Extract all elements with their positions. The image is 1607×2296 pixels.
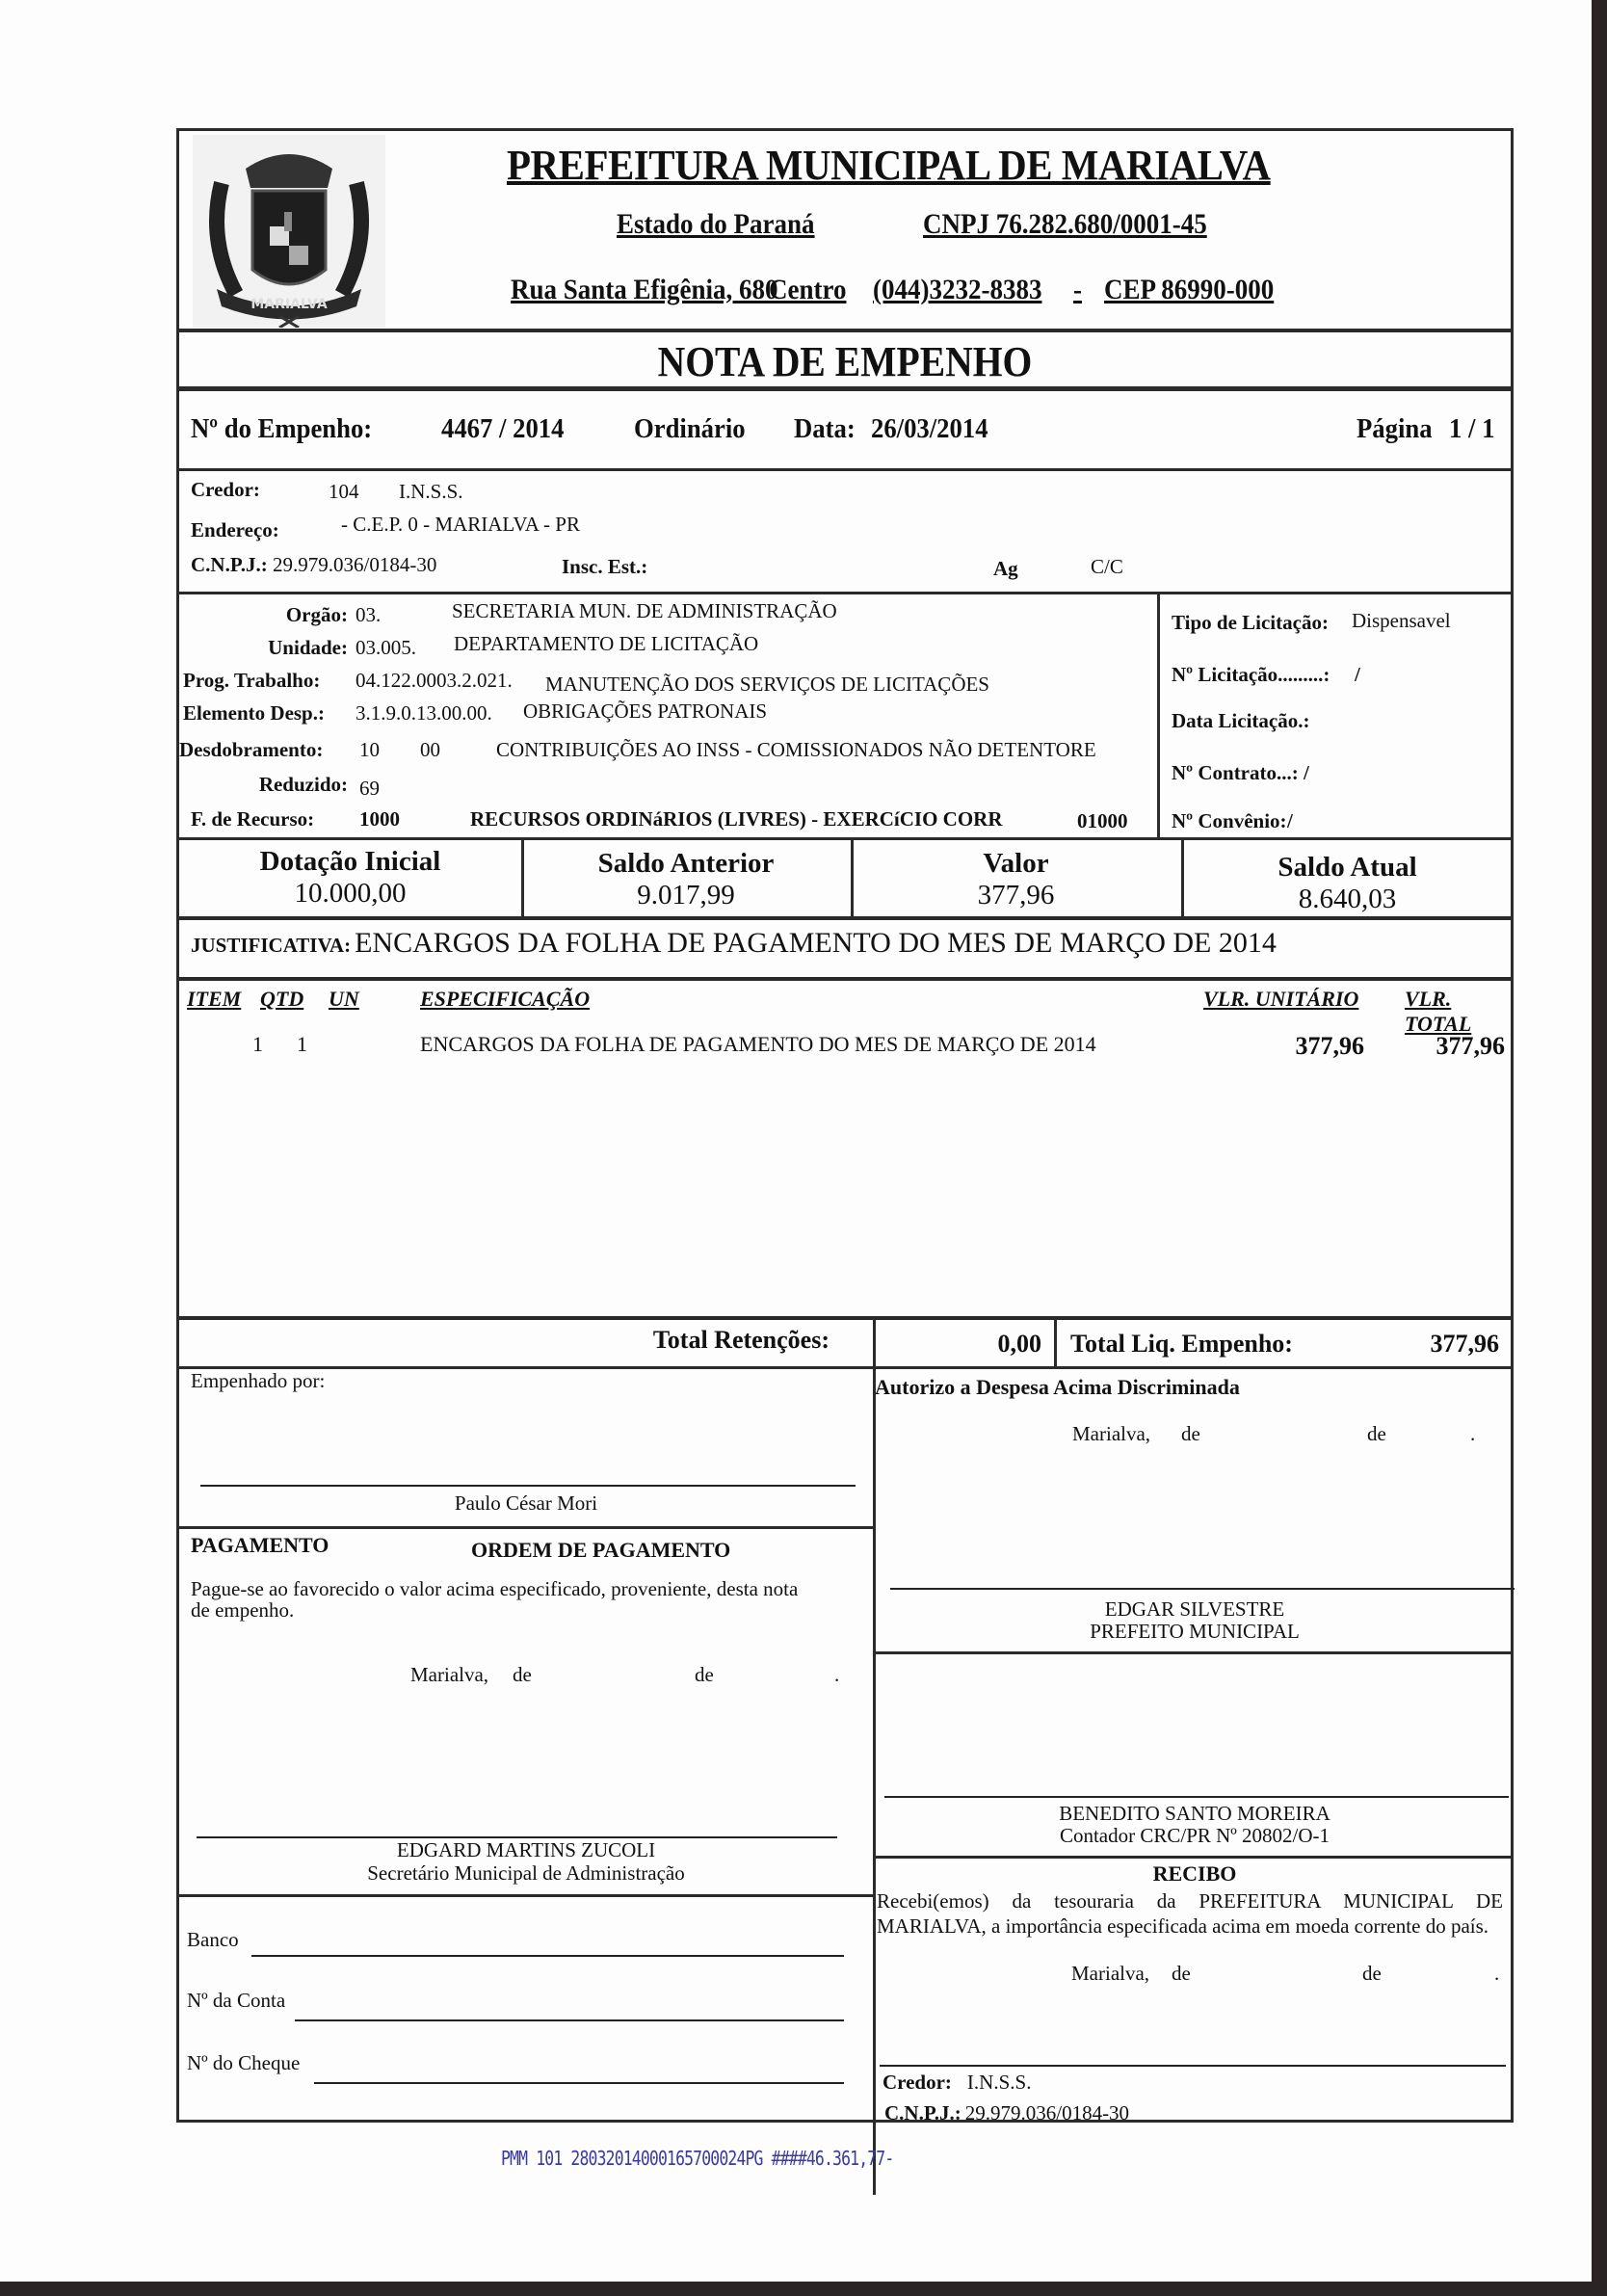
document-title: NOTA DE EMPENHO [657, 338, 1033, 385]
header-cnpj: CNPJ 76.282.680/0001-45 [923, 208, 1207, 240]
recibo-credor-value: I.N.S.S. [966, 2071, 1032, 2094]
pagamento-de2: de [695, 1663, 714, 1686]
divider [179, 1894, 873, 1897]
saldo-label: Saldo Atual [1278, 852, 1417, 883]
recibo-de1: de [1172, 1962, 1191, 1985]
saldo-value: 9.017,99 [637, 880, 735, 910]
desdobramento-code2: 00 [420, 738, 440, 761]
divider [179, 386, 1511, 391]
divider [179, 1526, 873, 1529]
orgao-name: SECRETARIA MUN. DE ADMINISTRAÇÃO [452, 599, 837, 622]
saldo-value: 377,96 [977, 880, 1055, 910]
divider [179, 1316, 1511, 1320]
header-cep: CEP 86990-000 [1104, 274, 1275, 305]
saldo-label: Dotação Inicial [259, 846, 441, 877]
item-number: 1 [252, 1032, 263, 1056]
divider [179, 329, 1511, 332]
header-district: Centro [769, 274, 847, 305]
col-header-qtd: QTD [260, 987, 304, 1011]
desdobramento-name: CONTRIBUIÇÕES AO INSS - COMISSIONADOS NÃO DETENTORE [496, 738, 1096, 761]
recibo-cnpj [884, 2101, 1129, 2125]
credor-cnpj-label: C.N.P.J.: [191, 553, 268, 576]
elemento-desp-label: Elemento Desp.: [183, 701, 325, 725]
recibo-city: Marialva, [1071, 1962, 1150, 1985]
pagamento-de1: de [513, 1663, 532, 1686]
divider [179, 592, 1511, 594]
recibo-de2: de [1362, 1962, 1382, 1985]
desdobramento-code1: 10 [359, 738, 380, 761]
total-liquido-value: 377,96 [1430, 1330, 1499, 1358]
divider [873, 1366, 876, 2195]
credor-code: 104 [329, 480, 359, 503]
divider [873, 1651, 1511, 1654]
pagamento-city: Marialva, [410, 1663, 489, 1686]
secretario-signature [179, 1838, 873, 1885]
fonte-recurso-name: RECURSOS ORDINáRIOS (LIVRES) - EXERCíCIO CORR [470, 807, 1003, 831]
empenho-date: 26/03/2014 [871, 413, 988, 444]
fonte-recurso-label: F. de Recurso: [191, 807, 315, 831]
credor-label: Credor: [191, 478, 260, 501]
header-state: Estado do Paraná [617, 208, 815, 240]
credor-cnpj: 29.979.036/0184-30 [273, 553, 437, 576]
contador-title: Contador CRC/PR Nº 20802/O-1 [1059, 1824, 1330, 1847]
justificativa [191, 927, 1277, 960]
header-address: Rua Santa Efigênia, 680 [511, 274, 778, 305]
justificativa-label: JUSTIFICATIVA: [191, 934, 352, 957]
municipal-coat-of-arms-icon [193, 135, 385, 328]
convenio-label: Nº Convênio: [1172, 809, 1287, 832]
credor-name: I.N.S.S. [399, 480, 463, 503]
table-row [179, 1032, 1511, 1061]
prefeito-name: EDGAR SILVESTRE [1104, 1597, 1285, 1621]
contador-signature [873, 1803, 1516, 1847]
saldo-value: 8.640,03 [1298, 884, 1397, 914]
divider [1157, 592, 1160, 837]
banco-input-line[interactable] [251, 1955, 844, 1957]
saldo-dotacao-inicial [179, 846, 521, 910]
header-phone: (044)3232-8383 [873, 274, 1042, 305]
data-licitacao-label: Data Licitação.: [1172, 709, 1310, 732]
recibo-cnpj-value: 29.979.036/0184-30 [964, 2101, 1130, 2124]
authentication-stamp: PMM 101 28032014000165700024PG ####46.361,77- [501, 2147, 894, 2170]
pagamento-label: PAGAMENTO [191, 1533, 329, 1557]
contador-name: BENEDITO SANTO MOREIRA [1059, 1802, 1330, 1825]
tipo-licitacao-label: Tipo de Licitação: [1172, 611, 1329, 634]
col-header-un: UN [329, 987, 359, 1011]
endereco-value: - C.E.P. 0 - MARIALVA - PR [341, 513, 580, 536]
endereco-label: Endereço: [191, 518, 279, 541]
empenhado-por-label: Empenhado por: [191, 1369, 326, 1392]
divider [179, 1366, 1511, 1369]
insc-est-label: Insc. Est.: [562, 555, 648, 578]
header-title: PREFEITURA MUNICIPAL DE MARIALVA [507, 142, 1271, 189]
recibo-dot: . [1494, 1962, 1500, 1985]
prog-trabalho-code: 04.122.0003.2.021. [356, 669, 513, 692]
divider [179, 468, 1511, 471]
elemento-desp-name: OBRIGAÇÕES PATRONAIS [523, 699, 768, 723]
total-liquido-label: Total Liq. Empenho: [1070, 1330, 1293, 1358]
banco-label: Banco [187, 1928, 239, 1951]
saldo-atual [1181, 852, 1514, 915]
empenho-type: Ordinário [634, 413, 746, 444]
col-header-item: ITEM [187, 987, 242, 1011]
saldo-label: Valor [983, 848, 1049, 879]
divider [1054, 1316, 1057, 1366]
divider [873, 1856, 1511, 1859]
autorizo-de2: de [1367, 1422, 1386, 1445]
pagamento-text: Pague-se ao favorecido o valor acima especificado, proveniente, desta nota de empenho. [191, 1577, 799, 1622]
recibo-credor [883, 2071, 1031, 2095]
item-qtd: 1 [297, 1032, 307, 1056]
page-number: 1 / 1 [1449, 413, 1495, 444]
recibo-credor-label: Credor: [883, 2071, 952, 2094]
recibo-text: Recebi(emos) da tesouraria da PREFEITURA MUNICIPAL DE MARIALVA, a importância especificada acima em moeda corrente do país. [877, 1889, 1503, 1938]
autorizo-de1: de [1181, 1422, 1200, 1445]
autorizo-label: Autorizo a Despesa Acima Discriminada [875, 1375, 1240, 1399]
justificativa-text: ENCARGOS DA FOLHA DE PAGAMENTO DO MES DE MARÇO DE 2014 [355, 927, 1277, 959]
header-cep-separator: - [1073, 274, 1082, 305]
signature-line [884, 1796, 1509, 1798]
prog-trabalho-name: MANUTENÇÃO DOS SERVIÇOS DE LICITAÇÕES [545, 673, 989, 696]
prog-trabalho-label: Prog. Trabalho: [183, 669, 321, 692]
unidade-name: DEPARTAMENTO DE LICITAÇÃO [454, 632, 759, 655]
page-label: Página [1357, 413, 1433, 444]
divider [179, 837, 1511, 840]
numero-licitacao-label: Nº Licitação.........: [1172, 663, 1330, 686]
unidade-code: 03.005. [356, 636, 416, 659]
signature-line [200, 1485, 856, 1487]
saldo-value: 10.000,00 [294, 878, 407, 909]
divider [179, 977, 1511, 981]
total-retencoes-value: 0,00 [997, 1330, 1041, 1358]
orgao-code: 03. [356, 603, 382, 626]
unidade-label: Unidade: [268, 636, 348, 659]
empenhado-signer: Paulo César Mori [454, 1491, 598, 1515]
autorizo-dot: . [1470, 1422, 1476, 1445]
saldo-anterior [521, 848, 851, 911]
cheque-label: Nº do Cheque [187, 2051, 301, 2074]
prefeito-title: PREFEITO MUNICIPAL [1090, 1620, 1300, 1643]
total-retencoes-label: Total Retenções: [652, 1326, 830, 1354]
item-vlr-unitario: 377,96 [1295, 1032, 1364, 1060]
item-vlr-total: 377,96 [1436, 1032, 1505, 1060]
autorizo-city: Marialva, [1072, 1422, 1151, 1445]
empenho-number-label: Nº do Empenho: [191, 413, 373, 444]
col-header-vlr-total: VLR. TOTAL [1405, 987, 1472, 1036]
pagamento-dot: . [834, 1663, 840, 1686]
saldo-label: Saldo Anterior [597, 848, 775, 879]
desdobramento-label: Desdobramento: [179, 738, 324, 761]
recibo-cnpj-label: C.N.P.J.: [884, 2101, 962, 2124]
signature-line [880, 2065, 1506, 2067]
elemento-desp-code: 3.1.9.0.13.00.00. [356, 701, 492, 725]
divider [179, 916, 1511, 920]
fonte-recurso-suffix: 01000 [1077, 809, 1128, 832]
col-header-vlr-unitario: VLR. UNITÁRIO [1203, 987, 1359, 1011]
convenio-value: / [1287, 809, 1293, 832]
recibo-title: RECIBO [1152, 1861, 1237, 1886]
prefeito-signature [873, 1598, 1516, 1643]
reduzido-label: Reduzido: [258, 773, 348, 796]
tipo-licitacao-value: Dispensavel [1352, 609, 1451, 632]
fonte-recurso-code: 1000 [359, 807, 400, 831]
cc-label: C/C [1091, 555, 1123, 578]
cheque-input-line[interactable] [314, 2082, 844, 2084]
numero-licitacao-value: / [1355, 663, 1360, 686]
orgao-label: Orgão: [285, 603, 348, 626]
nota-de-empenho-form [176, 128, 1514, 2123]
signature-line [890, 1588, 1515, 1590]
ordem-pagamento-title: ORDEM DE PAGAMENTO [471, 1538, 731, 1562]
conta-label: Nº da Conta [187, 1989, 286, 2012]
empenho-date-label: Data: [794, 413, 856, 444]
empenho-number: 4467 / 2014 [441, 413, 565, 444]
item-especificacao: ENCARGOS DA FOLHA DE PAGAMENTO DO MES DE MARÇO DE 2014 [420, 1032, 1096, 1056]
saldo-valor [851, 848, 1181, 911]
conta-input-line[interactable] [295, 2019, 844, 2021]
svg-text:MARIALVA: MARIALVA [250, 297, 328, 312]
ag-label: Ag [993, 557, 1018, 580]
secretario-title: Secretário Municipal de Administração [367, 1861, 685, 1885]
contrato-label: Nº Contrato...: [1172, 761, 1299, 784]
contrato-value: / [1304, 761, 1309, 784]
reduzido-value: 69 [359, 777, 380, 800]
secretario-name: EDGARD MARTINS ZUCOLI [396, 1838, 656, 1861]
col-header-especificacao: ESPECIFICAÇÃO [420, 987, 591, 1011]
